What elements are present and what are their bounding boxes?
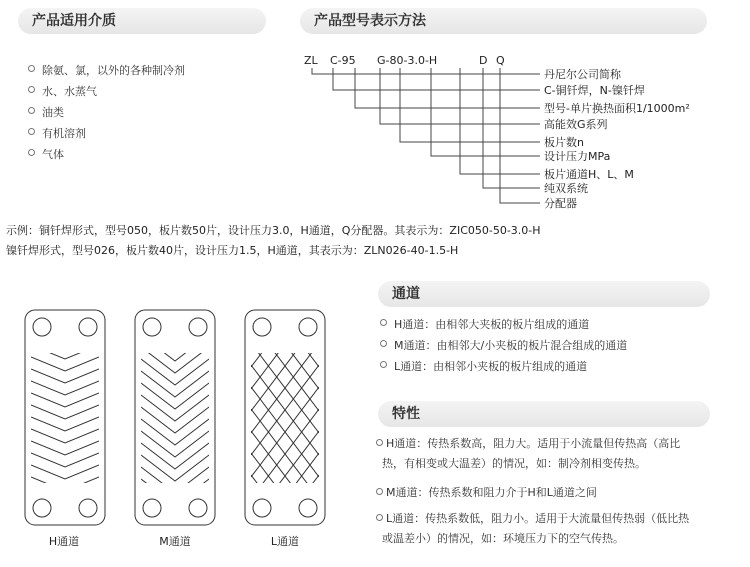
model-section-title: 产品型号表示方法 <box>314 13 426 29</box>
media-item: 油类 <box>28 102 185 123</box>
code-part-zl: ZL <box>304 54 318 67</box>
leader-lines <box>312 68 540 203</box>
port-hole <box>189 499 207 517</box>
media-section-title: 产品适用介质 <box>32 13 116 29</box>
feature-l <box>376 509 689 549</box>
feature-h-line2: 热，有相变或大温差）的情况，如：制冷剂相变传热。 <box>382 457 646 470</box>
channels-list <box>380 314 627 377</box>
chevron-pattern <box>251 308 319 528</box>
plate-caption-m: M通道 <box>159 535 191 548</box>
code-label: 丹尼尔公司简称 <box>544 68 621 81</box>
feature-h <box>376 434 680 474</box>
bullet-icon <box>376 439 383 446</box>
channels-section-title: 通道 <box>392 286 420 302</box>
channel-item: M通道：由相邻大/小夹板的板片混合组成的通道 <box>380 335 627 356</box>
media-item: 除氨、氯，以外的各种制冷剂 <box>28 60 185 81</box>
plate-caption-h: H通道 <box>48 535 80 548</box>
channel-item: L通道：由相邻小夹板的板片组成的通道 <box>380 356 627 377</box>
example-line-1: 示例：铜钎焊形式，型号050，板片数50片，设计压力3.0，H通道，Q分配器。其表示为：ZIC050-50-3.0-H <box>6 224 541 237</box>
example-line-2: 镍钎焊形式，型号026，板片数40片，设计压力1.5，H通道，其表示为：ZLN026-40-1.5-H <box>6 244 459 257</box>
feature-h-line1: H通道：传热系数高，阻力大。适用于小流量但传热高（高比 <box>386 437 681 450</box>
model-code-diagram <box>300 48 720 213</box>
bullet-icon <box>376 488 383 495</box>
code-part-g80: G-80-3.0-H <box>377 54 438 67</box>
features-section-title: 特性 <box>392 406 420 422</box>
code-label: 分配器 <box>544 197 577 210</box>
model-section-header <box>300 8 707 34</box>
code-part-q: Q <box>496 54 505 67</box>
port-hole <box>33 499 51 517</box>
port-hole <box>299 499 317 517</box>
code-part-d: D <box>479 54 488 67</box>
plate-diagrams <box>20 308 340 528</box>
port-hole <box>33 318 51 336</box>
port-hole <box>79 318 97 336</box>
media-section-header <box>18 8 266 34</box>
media-item: 有机溶剂 <box>28 123 185 144</box>
bullet-icon <box>376 514 383 521</box>
port-hole <box>253 318 271 336</box>
features-section-header <box>378 401 710 427</box>
plate-caption-l: L通道 <box>270 535 300 548</box>
channels-section-header <box>378 281 710 307</box>
media-item: 气体 <box>28 144 185 165</box>
code-label: 设计压力MPa <box>544 150 611 163</box>
feature-l-line2: 或温差小）的情况，如：环境压力下的空气传热。 <box>382 532 624 545</box>
feature-l-line1: L通道：传热系数低，阻力小。适用于大流量但传热弱（低比热 <box>386 512 690 525</box>
channel-item: H通道：由相邻大夹板的板片组成的通道 <box>380 314 627 335</box>
chevron-pattern <box>141 323 209 528</box>
code-label: 纯双系统 <box>544 182 588 195</box>
media-item: 水、水蒸气 <box>28 81 185 102</box>
port-hole <box>143 499 161 517</box>
feature-m-line1: M通道：传热系数和阻力介于H和L通道之间 <box>386 486 597 499</box>
plate-h <box>25 310 105 525</box>
code-label: 高能效G系列 <box>544 118 608 131</box>
chevron-pattern <box>31 333 99 515</box>
plate-l <box>245 308 325 528</box>
port-hole <box>299 318 317 336</box>
code-label: 型号-单片换热面积1/1000m² <box>544 102 690 115</box>
port-hole <box>79 499 97 517</box>
plate-outline <box>135 310 215 525</box>
plate-outline <box>25 310 105 525</box>
code-part-c95: C-95 <box>330 54 356 67</box>
port-hole <box>189 318 207 336</box>
port-hole <box>253 499 271 517</box>
code-label: 板片通道H、L、M <box>544 168 634 181</box>
code-label: C-铜钎焊，N-镍钎焊 <box>544 84 645 97</box>
code-label: 板片数n <box>544 136 584 149</box>
media-list <box>28 60 185 165</box>
feature-m <box>376 483 597 503</box>
plate-m <box>135 310 215 528</box>
port-hole <box>143 318 161 336</box>
